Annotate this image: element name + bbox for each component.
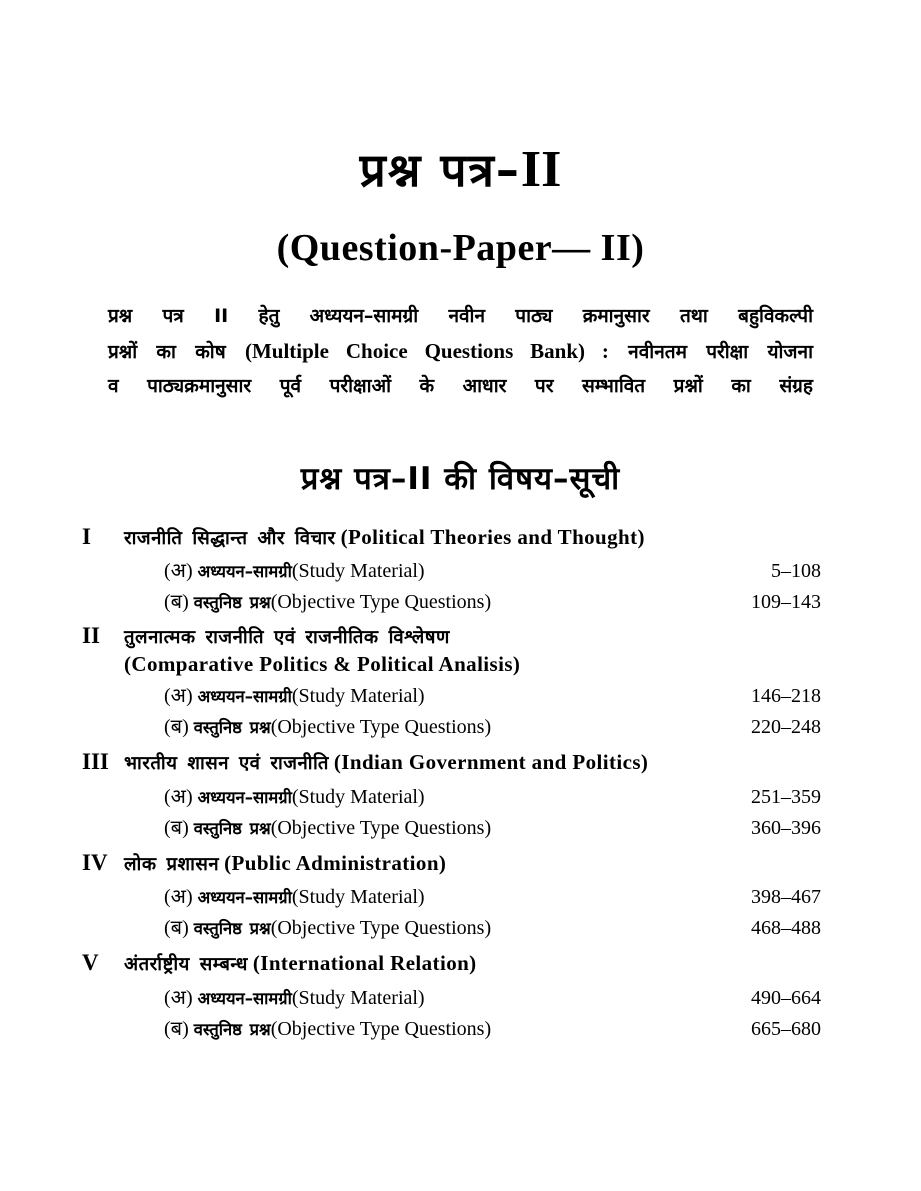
toc-row-label-english: (Study Material) [291,886,425,909]
toc-row-label [164,813,671,840]
toc-row-label-english: (Objective Type Questions) [270,917,492,940]
toc-group-title-hindi: अंतर्राष्ट्रीय सम्बन्ध [124,954,248,976]
toc-row-label-hindi: अध्ययन–सामग्री [197,988,292,1008]
toc-row-label [164,712,671,739]
toc-row-marker: (अ) [164,886,193,909]
toc-row-label-english: (Objective Type Questions) [270,716,492,739]
table-of-contents [78,523,843,1041]
toc-group-heading [78,748,843,777]
toc-row-label-english: (Objective Type Questions) [270,1017,492,1040]
toc-group-title [124,523,843,552]
toc-row-pages: 490–664 [751,986,821,1009]
toc-row-label-hindi: अध्ययन–सामग्री [197,687,292,707]
toc-group-heading [78,849,843,878]
toc-group-title [124,949,843,978]
intro-line-1: प्रश्न पत्र II हेतु अध्ययन–सामग्री नवीन पाठ्य क्रमानुसार तथा बहुविकल्पी [108,304,813,327]
toc-group-title [124,849,843,878]
toc-row-label-hindi: अध्ययन–सामग्री [197,888,292,908]
toc-row-label-english: (Study Material) [291,986,425,1009]
toc-row-marker: (ब) [164,591,189,614]
page-title-roman: II [520,141,562,198]
toc-roman-numeral: V [82,950,99,976]
toc-group-heading [78,623,843,651]
toc-group-title-english: (Comparative Politics & Political Analisis) [124,652,521,677]
toc-roman-numeral: I [82,524,91,550]
toc-row-label [164,556,671,583]
toc-group [78,849,843,940]
toc-row-label-hindi: वस्तुनिष्ठ प्रश्न [193,1019,271,1039]
intro-line-2-hindi-a: प्रश्नों का कोष [108,341,226,364]
toc-row-pages: 398–467 [751,886,821,909]
toc-row-label-hindi: वस्तुनिष्ठ प्रश्न [193,718,271,738]
toc-row-label-hindi: वस्तुनिष्ठ प्रश्न [193,593,271,613]
intro-paragraph [108,300,813,403]
toc-row-label [164,587,671,614]
toc-row-pages: 251–359 [751,785,821,808]
toc-row-pages: 146–218 [751,685,821,708]
toc-row-label-english: (Objective Type Questions) [270,816,492,839]
toc-group-heading [78,523,843,552]
toc-row-marker: (ब) [164,716,189,739]
toc-group [78,748,843,839]
toc-roman-numeral: IV [82,849,108,875]
toc-row [78,882,843,909]
toc-group [78,949,843,1040]
toc-row-label-english: (Study Material) [291,685,425,708]
toc-row [78,556,843,583]
toc-row [78,782,843,809]
toc-row-label-hindi: वस्तुनिष्ठ प्रश्न [193,818,271,838]
toc-row-label [164,913,671,940]
toc-row-pages: 360–396 [751,816,821,839]
toc-group-title-hindi: राजनीति सिद्धान्त और विचार [124,528,336,550]
toc-row-label-english: (Objective Type Questions) [270,591,492,614]
toc-row-label [164,983,671,1010]
toc-row-label-hindi: वस्तुनिष्ठ प्रश्न [193,919,271,939]
toc-group-title-hindi: लोक प्रशासन [124,853,220,875]
toc-row [78,813,843,840]
intro-line-2-english: (Multiple Choice Questions Bank) : [244,339,609,364]
toc-row [78,983,843,1010]
intro-line-2-hindi-b: नवीनतम परीक्षा योजना [628,341,813,364]
toc-roman-numeral: III [82,749,109,775]
toc-row-pages: 220–248 [751,716,821,739]
toc-row-label [164,882,671,909]
toc-row-marker: (अ) [164,685,193,708]
toc-row [78,913,843,940]
intro-line-2 [108,333,813,370]
toc-group-title-english: (Public Administration) [224,850,447,875]
toc-row [78,681,843,708]
toc-row-label [164,782,671,809]
page-title [78,0,843,200]
toc-row-marker: (ब) [164,917,189,940]
intro-line-3: व पाठ्यक्रमानुसार पूर्व परीक्षाओं के आधार पर सम्भावित प्रश्नों का संग्रह [108,374,813,397]
page-subtitle: (Question-Paper— II) [276,226,645,269]
toc-group [78,523,843,614]
toc-row-label-hindi: अध्ययन–सामग्री [197,562,292,582]
toc-group-title-english: (Political Theories and Thought) [340,525,645,550]
toc-row-marker: (ब) [164,816,189,839]
toc-row-marker: (अ) [164,986,193,1009]
toc-row-pages: 5–108 [771,560,821,583]
toc-group-title-hindi: भारतीय शासन एवं राजनीति [124,753,329,775]
toc-group-title-english: (International Relation) [252,951,477,976]
toc-roman-numeral: II [82,623,100,649]
toc-row-label-english: (Study Material) [291,560,425,583]
toc-row-label-english: (Study Material) [291,785,425,808]
toc-group-title [124,748,843,777]
toc-group-title-hindi: तुलनात्मक राजनीति एवं राजनीतिक विश्लेषण [124,627,450,649]
toc-row-label [164,681,671,708]
toc-row-pages: 109–143 [751,591,821,614]
toc-group-title-english: (Indian Government and Politics) [333,750,649,775]
toc-group-heading [78,949,843,978]
toc-group-title [124,623,843,651]
toc-row [78,587,843,614]
toc-row-pages: 665–680 [751,1017,821,1040]
toc-row-label-hindi: अध्ययन–सामग्री [197,787,292,807]
toc-row-label [164,1014,671,1041]
toc-row [78,1014,843,1041]
toc-row-marker: (अ) [164,785,193,808]
toc-row-marker: (अ) [164,560,193,583]
contents-heading: प्रश्न पत्र–II की विषय–सूची [300,461,621,498]
toc-group [78,623,843,739]
page-title-hindi: प्रश्न पत्र– [359,143,521,197]
toc-row-marker: (ब) [164,1017,189,1040]
toc-row-pages: 468–488 [751,917,821,940]
toc-row [78,712,843,739]
